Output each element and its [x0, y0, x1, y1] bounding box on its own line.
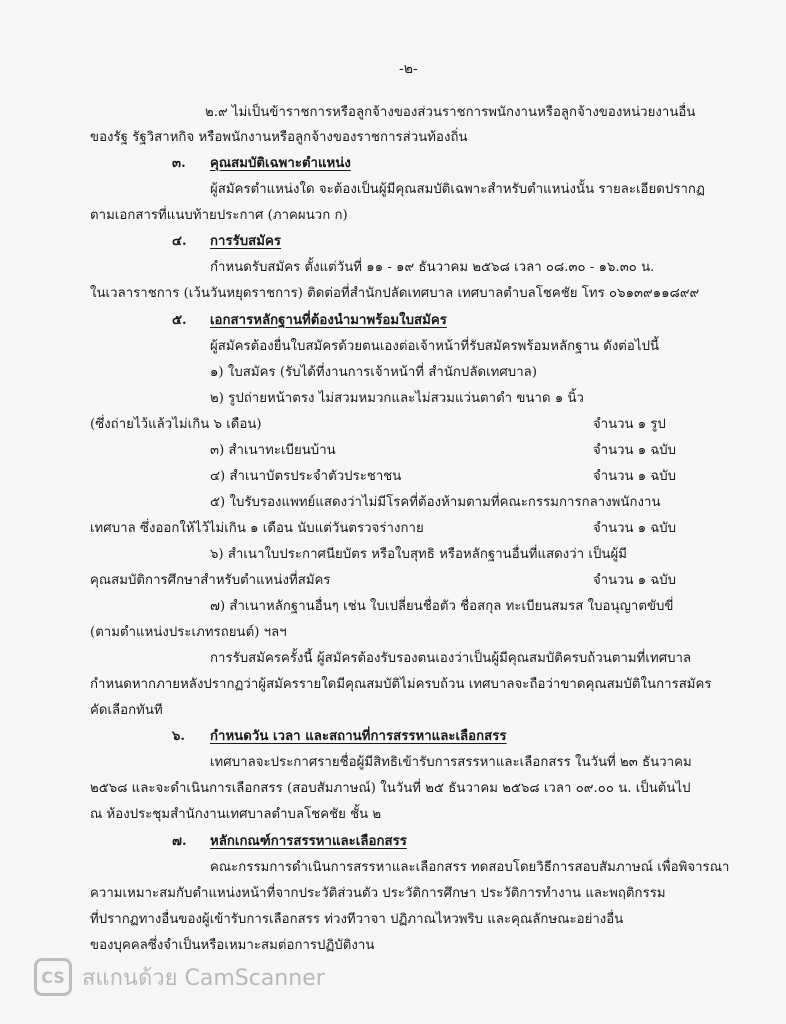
camscanner-label: สแกนด้วย CamScanner	[82, 965, 325, 991]
doc-item-6: ๖) สำเนาใบประกาศนียบัตร หรือใบสุทธิ หรือหลักฐานอื่นที่แสดงว่า เป็นผู้มี	[210, 547, 627, 562]
section-5-note-2: กำหนดหากภายหลังปรากฏว่าผู้สมัครรายใดมีคุณสมบัติไม่ครบถ้วน เทศบาลจะถือว่าขาดคุณสมบัติในการสมัคร	[90, 677, 712, 692]
section-4-text-1: กำหนดรับสมัคร ตั้งแต่วันที่ ๑๑ - ๑๙ ธันวาคม ๒๕๖๘ เวลา ๐๘.๓๐ - ๑๖.๓๐ น.	[210, 260, 655, 275]
doc-item-2-cont: (ซึ่งถ่ายไว้แล้วไม่เกิน ๖ เดือน)	[90, 417, 262, 432]
section-3-text-1: ผู้สมัครตำแหน่งใด จะต้องเป็นผู้มีคุณสมบัติเฉพาะสำหรับตำแหน่งนั้น รายละเอียดปรากฏ	[210, 182, 705, 197]
section-5-number: ๕.	[172, 313, 187, 328]
section-4-number: ๔.	[172, 234, 187, 249]
doc-item-5: ๕) ใบรับรองแพทย์แสดงว่าไม่มีโรคที่ต้องห้ามตามที่คณะกรรมการกลางพนักงาน	[210, 495, 661, 510]
doc-item-6-cont: คุณสมบัติการศึกษาสำหรับตำแหน่งที่สมัคร	[90, 573, 331, 588]
camscanner-watermark	[34, 958, 325, 996]
page-number: -๒-	[399, 61, 418, 77]
section-6-heading: กำหนดวัน เวลา และสถานที่การสรรหาและเลือกสรร	[210, 729, 507, 744]
section-5-note-3: คัดเลือกทันที	[90, 703, 163, 718]
section-7-text-1: คณะกรรมการดำเนินการสรรหาและเลือกสรร ทดสอบโดยวิธีการสอบสัมภาษณ์ เพื่อพิจารณา	[210, 860, 730, 875]
doc-item-5-amount: จำนวน ๑ ฉบับ	[593, 521, 677, 536]
doc-item-4: ๔) สำเนาบัตรประจำตัวประชาชน	[210, 469, 402, 484]
section-7-number: ๗.	[172, 834, 187, 849]
doc-item-3: ๓) สำเนาทะเบียนบ้าน	[210, 443, 336, 458]
item-2-9-line-2: ของรัฐ รัฐวิสาหกิจ หรือพนักงานหรือลูกจ้างของราชการส่วนท้องถิ่น	[90, 130, 468, 145]
section-5-note-1: การรับสมัครครั้งนี้ ผู้สมัครต้องรับรองตนเองว่าเป็นผู้มีคุณสมบัติครบถ้วนตามที่เทศบาล	[210, 651, 692, 666]
doc-item-6-amount: จำนวน ๑ ฉบับ	[593, 573, 677, 588]
doc-item-7: ๗) สำเนาหลักฐานอื่นๆ เช่น ใบเปลี่ยนชื่อตัว ชื่อสกุล ทะเบียนสมรส ใบอนุญาตขับขี่	[210, 599, 674, 614]
section-5-intro: ผู้สมัครต้องยื่นใบสมัครด้วยตนเองต่อเจ้าหน้าที่รับสมัครพร้อมหลักฐาน ดังต่อไปนี้	[210, 339, 660, 354]
doc-item-2: ๒) รูปถ่ายหน้าตรง ไม่สวมหมวกและไม่สวมแว่นตาดำ ขนาด ๑ นิ้ว	[210, 391, 584, 406]
section-3-text-2: ตามเอกสารที่แนบท้ายประกาศ (ภาคผนวก ก)	[90, 208, 348, 223]
camscanner-logo-icon: CS	[34, 958, 72, 996]
section-3-number: ๓.	[172, 156, 186, 171]
section-6-text-3: ณ ห้องประชุมสำนักงานเทศบาลตำบลโชคชัย ชั้น ๒	[90, 807, 382, 822]
doc-item-4-amount: จำนวน ๑ ฉบับ	[593, 469, 677, 484]
section-6-number: ๖.	[172, 729, 186, 744]
section-5-heading: เอกสารหลักฐานที่ต้องนำมาพร้อมใบสมัคร	[210, 313, 447, 328]
section-4-text-2: ในเวลาราชการ (เว้นวันหยุดราชการ) ติดต่อที่สำนักปลัดเทศบาล เทศบาลตำบลโชคชัย โทร ๐๖๑๓๙๑๑๘๙๙	[90, 286, 700, 301]
doc-item-5-cont: เทศบาล ซึ่งออกให้ไว้ไม่เกิน ๑ เดือน นับแต่วันตรวจร่างกาย	[90, 521, 424, 536]
doc-item-1: ๑) ใบสมัคร (รับได้ที่งานการเจ้าหน้าที่ สำนักปลัดเทศบาล)	[210, 365, 538, 380]
doc-item-7-cont: (ตามตำแหน่งประเภทรถยนต์) ฯลฯ	[90, 625, 287, 640]
item-2-9-line-1: ๒.๙ ไม่เป็นข้าราชการหรือลูกจ้างของส่วนราชการพนักงานหรือลูกจ้างของหน่วยงานอื่น	[205, 105, 696, 120]
section-7-text-3: ที่ปรากฏทางอื่นของผู้เข้ารับการเลือกสรร ท่วงทีวาจา ปฏิภาณไหวพริบ และคุณลักษณะอย่างอื่น	[90, 912, 624, 927]
section-7-text-2: ความเหมาะสมกับตำแหน่งหน้าที่จากประวัติส่วนตัว ประวัติการศึกษา ประวัติการทำงาน และพฤติกรรม	[90, 886, 666, 901]
section-7-heading: หลักเกณฑ์การสรรหาและเลือกสรร	[210, 834, 407, 849]
section-6-text-1: เทศบาลจะประกาศรายชื่อผู้มีสิทธิเข้ารับการสรรหาและเลือกสรร ในวันที่ ๒๓ ธันวาคม	[210, 755, 692, 770]
doc-item-2-amount: จำนวน ๑ รูป	[593, 417, 666, 432]
section-6-text-2: ๒๕๖๘ และจะดำเนินการเลือกสรร (สอบสัมภาษณ์) ในวันที่ ๒๕ ธันวาคม ๒๕๖๘ เวลา ๐๙.๐๐ น. เป็นต้นไป	[90, 781, 691, 796]
section-7-text-4: ของบุคคลซึ่งจำเป็นหรือเหมาะสมต่อการปฏิบัติงาน	[90, 938, 375, 953]
doc-item-3-amount: จำนวน ๑ ฉบับ	[593, 443, 677, 458]
section-3-heading: คุณสมบัติเฉพาะตำแหน่ง	[210, 156, 351, 171]
section-4-heading: การรับสมัคร	[210, 234, 282, 249]
